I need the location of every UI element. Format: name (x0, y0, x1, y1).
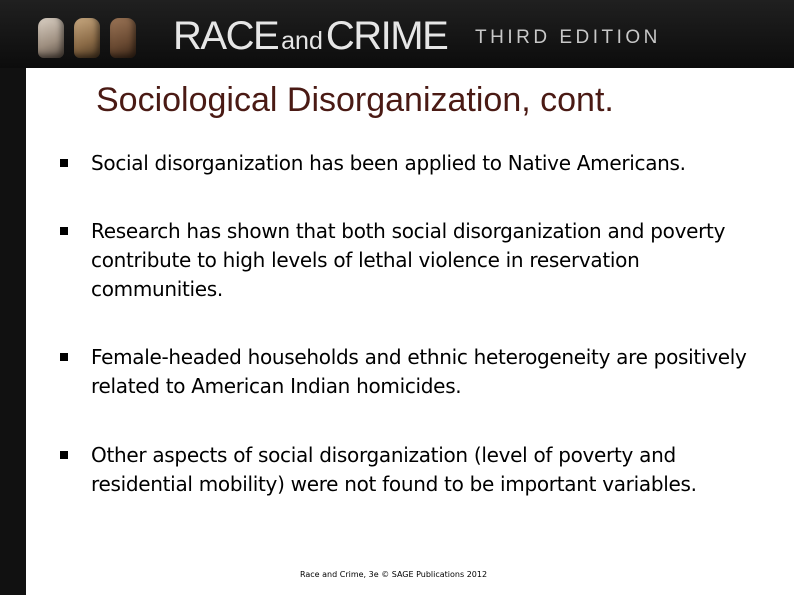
header-banner (0, 0, 794, 68)
slide-footer: Race and Crime, 3e © SAGE Publications 2012 (300, 570, 488, 579)
bullet-text: Other aspects of social disorganization (level of poverty and residential mobility) were not found to be important variables. (91, 443, 697, 496)
square-bullet-icon (60, 451, 68, 459)
edition-label: THIRD EDITION (475, 27, 661, 48)
square-bullet-icon (60, 227, 68, 235)
logo-and-word: and (281, 27, 323, 55)
slide-content (26, 68, 794, 595)
bullet-item (60, 217, 750, 304)
bullet-text: Research has shown that both social disorganization and poverty contribute to high levels of lethal violence in reservation communities. (91, 219, 726, 301)
book-logo (173, 14, 447, 63)
logo-crime-word: CRIME (325, 14, 448, 58)
bullet-text: Female-headed households and ethnic heterogeneity are positively related to American Indian homicides. (91, 345, 747, 398)
slide-title: Sociological Disorganization, cont. (96, 81, 614, 119)
bullet-text: Social disorganization has been applied to Native Americans. (91, 151, 686, 175)
square-bullet-icon (60, 353, 68, 361)
fist-icon (110, 18, 136, 58)
bullet-item (60, 343, 750, 401)
fist-icon (38, 18, 64, 58)
bullet-item (60, 149, 750, 178)
bullet-item (60, 441, 750, 499)
logo-race-word: RACE (173, 14, 279, 58)
fist-icon (74, 18, 100, 58)
logo-images (38, 6, 156, 64)
square-bullet-icon (60, 159, 68, 167)
